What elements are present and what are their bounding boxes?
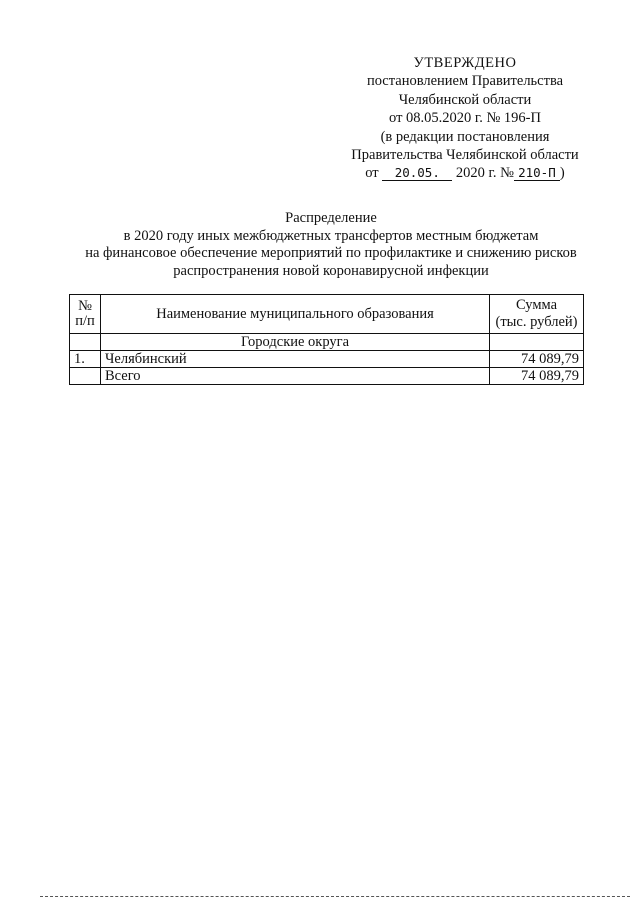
header-name: Наименование муниципального образования <box>101 295 490 334</box>
amendment-line <box>340 164 590 182</box>
row-sum: 74 089,79 <box>490 368 584 385</box>
row-num: 1. <box>70 351 101 368</box>
title-line-2: в 2020 году иных межбюджетных трансфертов местным бюджетам <box>123 227 539 244</box>
row-sum: 74 089,79 <box>490 351 584 368</box>
amendment-date: 20.05. <box>382 165 452 181</box>
from-label: от <box>365 165 379 182</box>
approval-block <box>340 54 590 183</box>
approval-line-5: Правительства Челябинской области <box>351 147 579 164</box>
close-paren: ) <box>559 165 565 182</box>
year-label: 2020 г. № <box>455 165 514 182</box>
approval-line-1: постановлением Правительства <box>366 73 564 90</box>
table-row-total <box>70 368 584 385</box>
distribution-table <box>69 294 584 385</box>
approval-line-3: от 08.05.2020 г. № 196-П <box>389 110 541 127</box>
title-line-3: на финансовое обеспечение мероприятий по профилактике и снижению рисков <box>85 245 577 262</box>
group-row <box>70 334 584 351</box>
amendment-number: 210-П <box>514 165 560 181</box>
approval-heading: УТВЕРЖДЕНО <box>413 55 517 71</box>
approval-line-4: (в редакции постановления <box>380 128 550 145</box>
group-label: Городские округа <box>101 334 490 351</box>
bottom-scan-edge <box>40 896 630 897</box>
row-name: Всего <box>101 368 490 385</box>
table-row <box>70 351 584 368</box>
table-header-row <box>70 295 584 334</box>
approval-line-2: Челябинской области <box>398 91 532 108</box>
row-name: Челябинский <box>101 351 490 368</box>
header-sum: Сумма (тыс. рублей) <box>490 295 584 334</box>
document-title <box>40 210 622 280</box>
header-num: № п/п <box>70 295 101 334</box>
title-line-4: распространения новой коронавирусной инфекции <box>173 262 489 279</box>
title-line-1: Распределение <box>285 210 377 226</box>
row-num <box>70 368 101 385</box>
